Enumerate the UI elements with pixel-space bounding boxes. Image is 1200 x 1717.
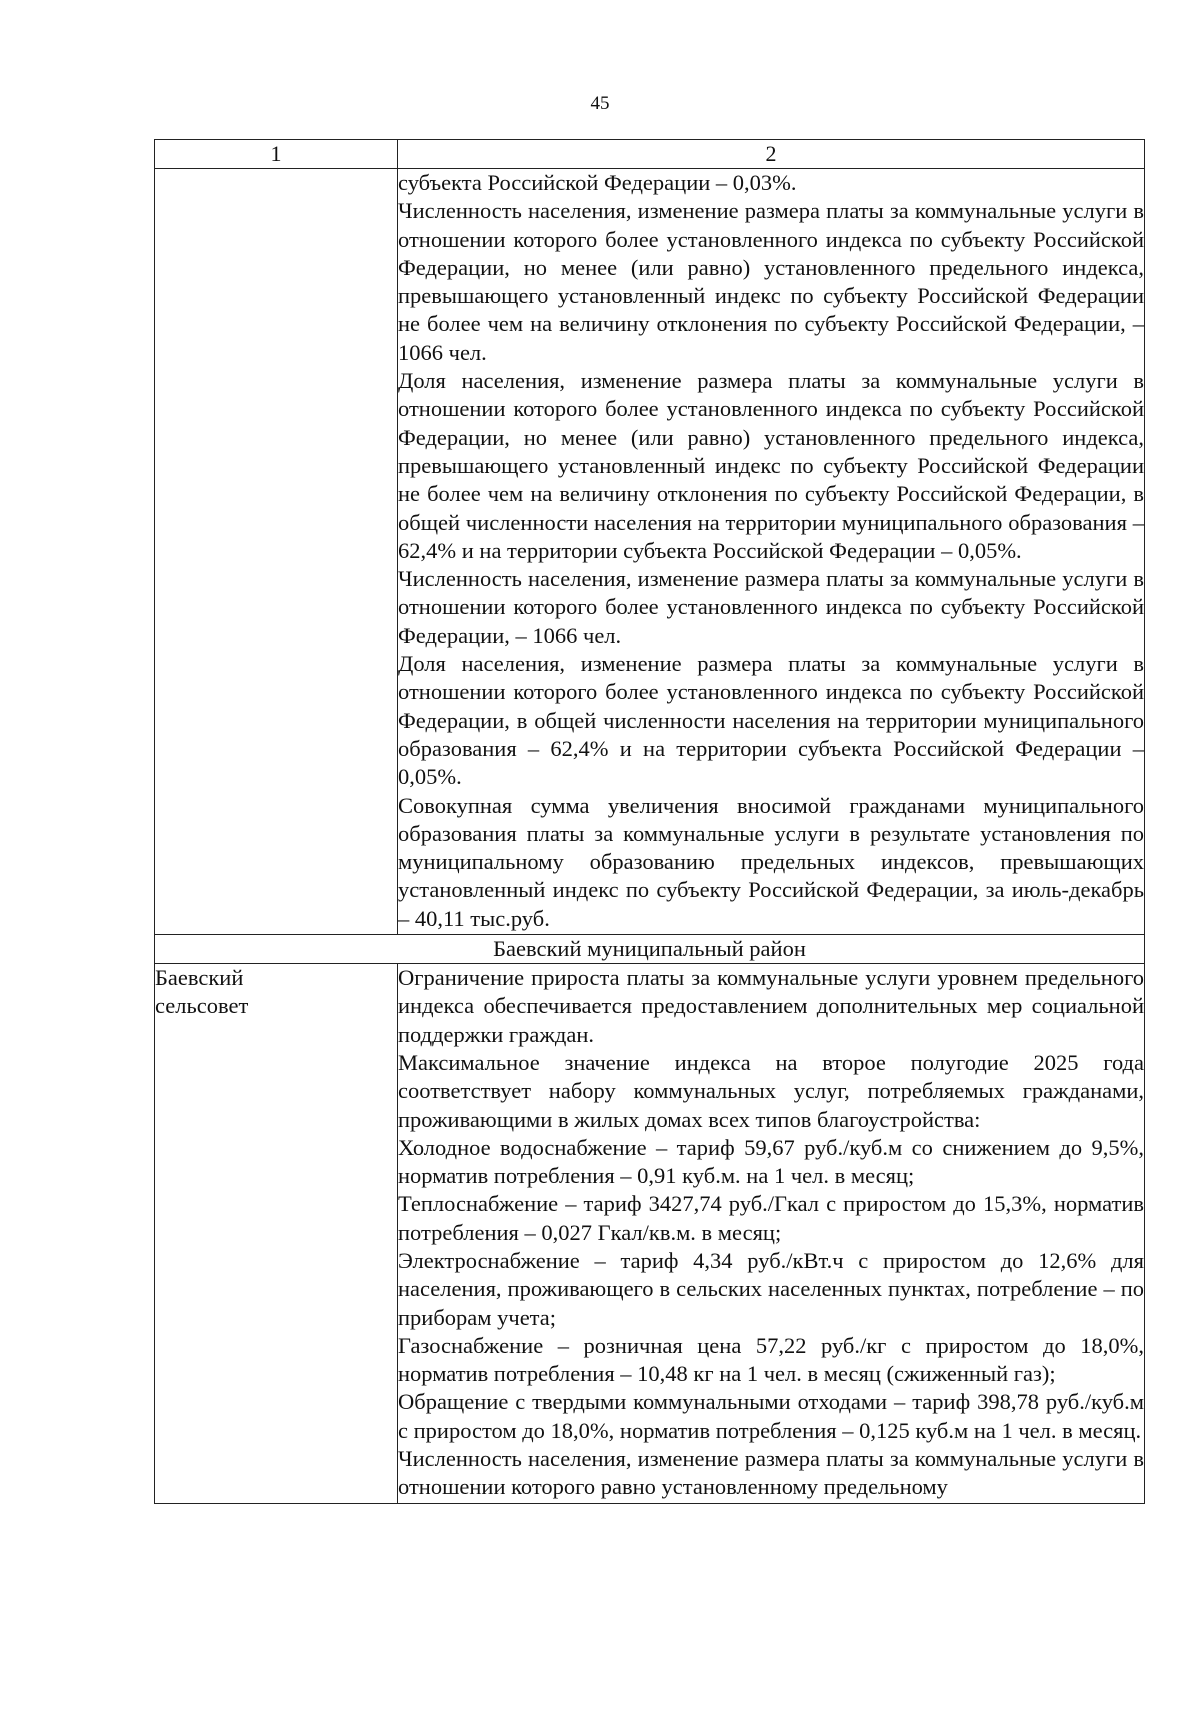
table-row-continuation bbox=[155, 169, 1145, 935]
entry-name: Баевский сельсовет bbox=[155, 965, 249, 1019]
paragraph: Газоснабжение – розничная цена 57,22 руб./кг с приростом до 18,0%, норматив потребления – 10,48 кг на 1 чел. в месяц (сжиженный газ); bbox=[398, 1332, 1144, 1387]
paragraph: Численность населения, изменение размера платы за коммунальные услуги в отношении которого более установленного индекса по субъекту Российской Федерации, но менее (или равно) установленного предельного индекса, превышающего установленный индекс по субъекту Российской Федерации не более чем на величину отклонения по субъекту Российской Федерации, – 1066 чел. bbox=[398, 198, 1144, 365]
paragraph: Численность населения, изменение размера платы за коммунальные услуги в отношении которого равно установленному предельному bbox=[398, 1446, 1144, 1500]
column-header-1: 1 bbox=[155, 140, 398, 169]
page-number: 45 bbox=[590, 93, 610, 114]
paragraph: Максимальное значение индекса на второе полугодие 2025 года соответствует набору коммунальных услуг, потребляемых гражданами, проживающими в жилых домах всех типов благоустройства: bbox=[398, 1049, 1144, 1132]
empty-name-cell bbox=[155, 169, 398, 935]
paragraph: Совокупная сумма увеличения вносимой гражданами муниципального образования платы за коммунальные услуги в результате установления по муниципальному образованию предельных индексов, превышающих установленный индекс по субъекту Российской Федерации, за июль-декабрь – 40,11 тыс.руб. bbox=[398, 792, 1144, 931]
entry-name-cell bbox=[155, 964, 398, 1504]
paragraph: Обращение с твердыми коммунальными отходами – тариф 398,78 руб./куб.м с приростом до 18,0%, норматив потребления – 0,125 куб.м на 1 чел. в месяц. bbox=[398, 1389, 1144, 1443]
section-row bbox=[155, 935, 1145, 964]
paragraph: Электроснабжение – тариф 4,34 руб./кВт.ч с приростом до 12,6% для населения, проживающего в сельских населенных пунктах, потребление – по приборам учета; bbox=[398, 1247, 1144, 1330]
continuation-text-cell bbox=[398, 169, 1145, 935]
paragraph: Холодное водоснабжение – тариф 59,67 руб./куб.м со снижением до 9,5%, норматив потребления – 0,91 куб.м. на 1 чел. в месяц; bbox=[398, 1134, 1144, 1189]
municipal-index-table bbox=[154, 139, 1145, 1504]
column-header-2: 2 bbox=[398, 140, 1145, 169]
paragraph: субъекта Российской Федерации – 0,03%. bbox=[398, 170, 797, 195]
paragraph: Ограничение прироста платы за коммунальные услуги уровнем предельного индекса обеспечивается предоставлением дополнительных мер социальной поддержки граждан. bbox=[398, 965, 1144, 1047]
paragraph: Теплоснабжение – тариф 3427,74 руб./Гкал с приростом до 15,3%, норматив потребления – 0,027 Гкал/кв.м. в месяц; bbox=[398, 1191, 1144, 1245]
entry-text-cell bbox=[398, 964, 1145, 1504]
paragraph: Численность населения, изменение размера платы за коммунальные услуги в отношении которого более установленного индекса по субъекту Российской Федерации, – 1066 чел. bbox=[398, 566, 1144, 648]
section-title: Баевский муниципальный район bbox=[155, 935, 1145, 964]
paragraph: Доля населения, изменение размера платы за коммунальные услуги в отношении которого более установленного индекса по субъекту Российской Федерации, в общей численности населения на территории муниципального образования – 62,4% и на территории субъекта Российской Федерации – 0,05%. bbox=[398, 651, 1144, 790]
table-row-entry bbox=[155, 964, 1145, 1504]
table-header-row bbox=[155, 140, 1145, 169]
paragraph: Доля населения, изменение размера платы за коммунальные услуги в отношении которого более установленного индекса по субъекту Российской Федерации, но менее (или равно) установленного предельного индекса, превышающего установленный индекс по субъекту Российской Федерации не более чем на величину отклонения по субъекту Российской Федерации, в общей численности населения на территории муниципального образования – 62,4% и на территории субъекта Российской Федерации – 0,05%. bbox=[398, 368, 1144, 563]
